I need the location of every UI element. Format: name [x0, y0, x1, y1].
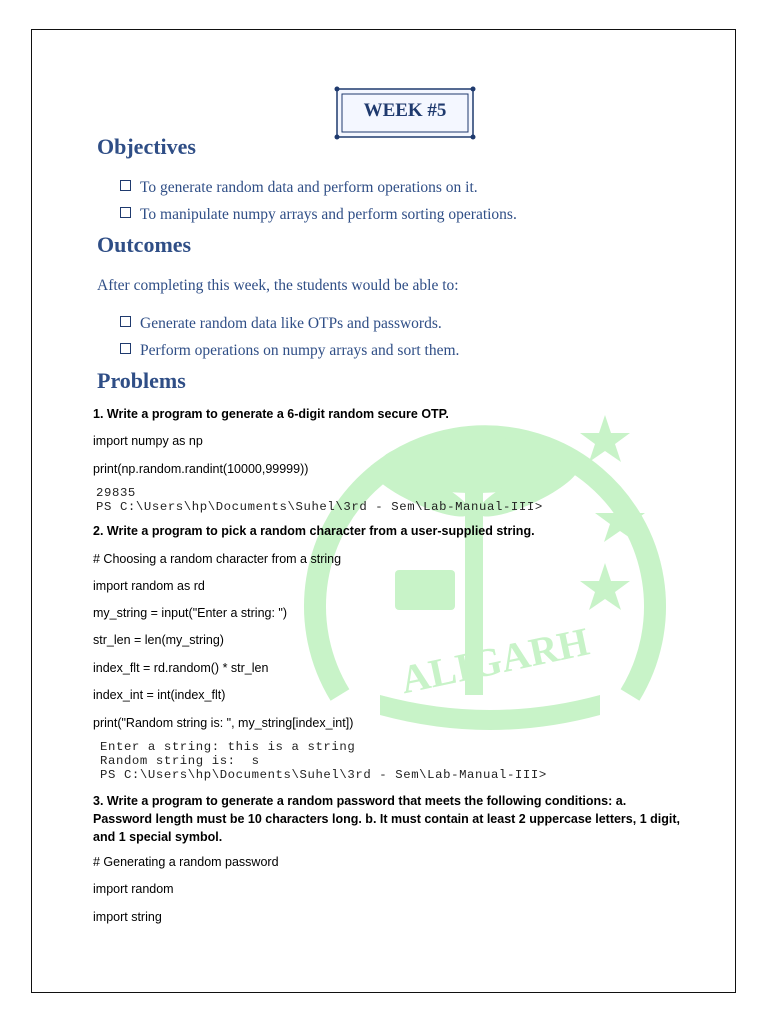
- outcomes-heading: Outcomes: [97, 232, 192, 257]
- outcome-item: Perform operations on numpy arrays and sort them.: [120, 342, 459, 360]
- checkbox-bullet-icon: [120, 207, 131, 218]
- problem-2-title: 2. Write a program to pick a random character from a user-supplied string.: [93, 524, 535, 538]
- code-line: index_flt = rd.random() * str_len: [93, 661, 269, 675]
- objective-item: To manipulate numpy arrays and perform sorting operations.: [120, 206, 517, 224]
- terminal-output-line: PS C:\Users\hp\Documents\Suhel\3rd - Sem\Lab-Manual-III>: [100, 768, 547, 782]
- problem-1-title: 1. Write a program to generate a 6-digit random secure OTP.: [93, 407, 449, 421]
- outcomes-intro: After completing this week, the students would be able to:: [97, 277, 459, 294]
- checkbox-bullet-icon: [120, 343, 131, 354]
- code-line: print("Random string is: ", my_string[index_int]): [93, 716, 354, 730]
- code-line: import random as rd: [93, 579, 205, 593]
- code-line: import string: [93, 910, 162, 924]
- outcome-item: Generate random data like OTPs and passwords.: [120, 315, 442, 333]
- checkbox-bullet-icon: [120, 180, 131, 191]
- terminal-output-line: PS C:\Users\hp\Documents\Suhel\3rd - Sem\Lab-Manual-III>: [96, 500, 543, 514]
- code-line: str_len = len(my_string): [93, 633, 224, 647]
- watermark-text: ALIGARH: [396, 618, 593, 703]
- code-line: print(np.random.randint(10000,99999)): [93, 462, 309, 476]
- objectives-heading: Objectives: [97, 134, 196, 159]
- objective-item: To generate random data and perform operations on it.: [120, 179, 478, 197]
- week-label: WEEK #5: [363, 100, 447, 121]
- code-line: # Generating a random password: [93, 855, 279, 869]
- terminal-output-line: Enter a string: this is a string: [100, 740, 356, 754]
- code-line: import random: [93, 882, 174, 896]
- problems-heading: Problems: [97, 368, 186, 393]
- terminal-output-line: Random string is: s: [100, 754, 260, 768]
- problem-3-title: 3. Write a program to generate a random password that meets the following conditions: a. Password length must be 10 characters long. b. It must contain at least 2 uppercase letters, 1 digit, and 1 special symbol.: [93, 794, 680, 844]
- checkbox-bullet-icon: [120, 316, 131, 327]
- code-line: # Choosing a random character from a string: [93, 552, 342, 566]
- terminal-output-line: 29835: [96, 486, 136, 500]
- university-emblem-watermark: [300, 395, 680, 745]
- code-line: my_string = input("Enter a string: "): [93, 606, 288, 620]
- code-line: index_int = int(index_flt): [93, 688, 226, 702]
- code-line: import numpy as np: [93, 434, 203, 448]
